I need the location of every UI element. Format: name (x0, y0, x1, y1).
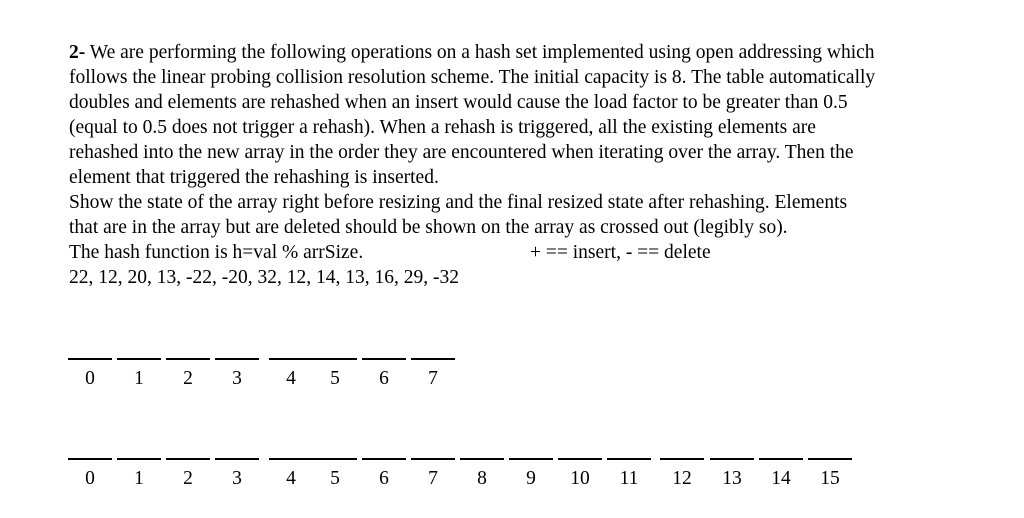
array-slot (215, 358, 259, 418)
array-slot (68, 358, 112, 418)
array-slot (117, 358, 161, 418)
hash-function-line (69, 240, 999, 265)
slot-index: 2 (183, 368, 193, 389)
problem-line-2: follows the linear probing collision resolution scheme. The initial capacity is 8. The table automatically (69, 67, 876, 88)
array-slot (411, 358, 455, 418)
slot-blank-line (68, 458, 112, 460)
slot-blank-line (808, 458, 852, 460)
slot-index: 14 (771, 468, 791, 489)
array-slot (313, 358, 357, 418)
slot-index: 8 (477, 468, 487, 489)
array-slot (509, 458, 553, 518)
slot-index: 5 (330, 468, 340, 489)
array-slot (660, 458, 704, 518)
array-slot (166, 358, 210, 418)
array-slot (607, 458, 651, 518)
slot-index: 0 (85, 468, 95, 489)
slot-blank-line (362, 358, 406, 360)
slot-index: 6 (379, 368, 389, 389)
slot-index: 6 (379, 468, 389, 489)
problem-line-7: Show the state of the array right before resizing and the final resized state after rehashing. Elements (69, 192, 848, 213)
slot-blank-line (166, 458, 210, 460)
slot-blank-line (313, 458, 357, 460)
problem-line-8: that are in the array but are deleted should be shown on the array as crossed out (legibly so). (69, 217, 788, 238)
array-slot (460, 458, 504, 518)
slot-index: 4 (286, 468, 296, 489)
slot-blank-line (411, 358, 455, 360)
slot-blank-line (362, 458, 406, 460)
array-slot (269, 458, 313, 518)
array-slot (558, 458, 602, 518)
slot-blank-line (759, 458, 803, 460)
array-slot (313, 458, 357, 518)
array-slot (362, 358, 406, 418)
slot-index: 7 (428, 368, 438, 389)
slot-index: 9 (526, 468, 536, 489)
slot-blank-line (509, 458, 553, 460)
slot-blank-line (68, 358, 112, 360)
slot-index: 5 (330, 368, 340, 389)
array-slot (166, 458, 210, 518)
slot-blank-line (411, 458, 455, 460)
array-slot (710, 458, 754, 518)
problem-line-5: rehashed into the new array in the order they are encountered when iterating over the array. Then the (69, 142, 854, 163)
slot-index: 2 (183, 468, 193, 489)
slot-blank-line (660, 458, 704, 460)
slot-index: 4 (286, 368, 296, 389)
problem-line-4: (equal to 0.5 does not trigger a rehash). When a rehash is triggered, all the existing elements are (69, 117, 816, 138)
operations-list: 22, 12, 20, 13, -22, -20, 32, 12, 14, 13, 16, 29, -32 (69, 267, 459, 288)
slot-blank-line (460, 458, 504, 460)
slot-index: 1 (134, 468, 144, 489)
slot-blank-line (558, 458, 602, 460)
slot-blank-line (215, 358, 259, 360)
slot-index: 0 (85, 368, 95, 389)
slot-index: 1 (134, 368, 144, 389)
slot-index: 3 (232, 468, 242, 489)
problem-text (69, 40, 999, 290)
slot-blank-line (215, 458, 259, 460)
problem-sentence: We are performing the following operations on a hash set implemented using open addressing which (89, 42, 875, 63)
slot-index: 13 (722, 468, 742, 489)
array-slot (759, 458, 803, 518)
slot-blank-line (607, 458, 651, 460)
array-slot (411, 458, 455, 518)
problem-line-6: element that triggered the rehashing is inserted. (69, 167, 439, 188)
slot-blank-line (269, 358, 313, 360)
array-slot (215, 458, 259, 518)
slot-index: 10 (570, 468, 590, 489)
slot-blank-line (269, 458, 313, 460)
slot-blank-line (313, 358, 357, 360)
array-size-16 (68, 458, 858, 518)
array-slot (808, 458, 852, 518)
slot-blank-line (710, 458, 754, 460)
array-slot (117, 458, 161, 518)
array-size-8 (68, 358, 460, 418)
hash-function-text: The hash function is h=val % arrSize. (69, 242, 364, 263)
slot-index: 3 (232, 368, 242, 389)
question-number: 2- (69, 42, 86, 63)
slot-index: 12 (672, 468, 692, 489)
slot-index: 15 (820, 468, 840, 489)
operation-legend: + == insert, - == delete (530, 242, 711, 263)
problem-line-1 (69, 40, 999, 65)
slot-blank-line (117, 458, 161, 460)
array-slot (362, 458, 406, 518)
problem-line-3: doubles and elements are rehashed when an insert would cause the load factor to be greater than 0.5 (69, 92, 848, 113)
slot-index: 11 (619, 468, 639, 489)
slot-blank-line (117, 358, 161, 360)
array-slot (269, 358, 313, 418)
slot-blank-line (166, 358, 210, 360)
array-slot (68, 458, 112, 518)
slot-index: 7 (428, 468, 438, 489)
